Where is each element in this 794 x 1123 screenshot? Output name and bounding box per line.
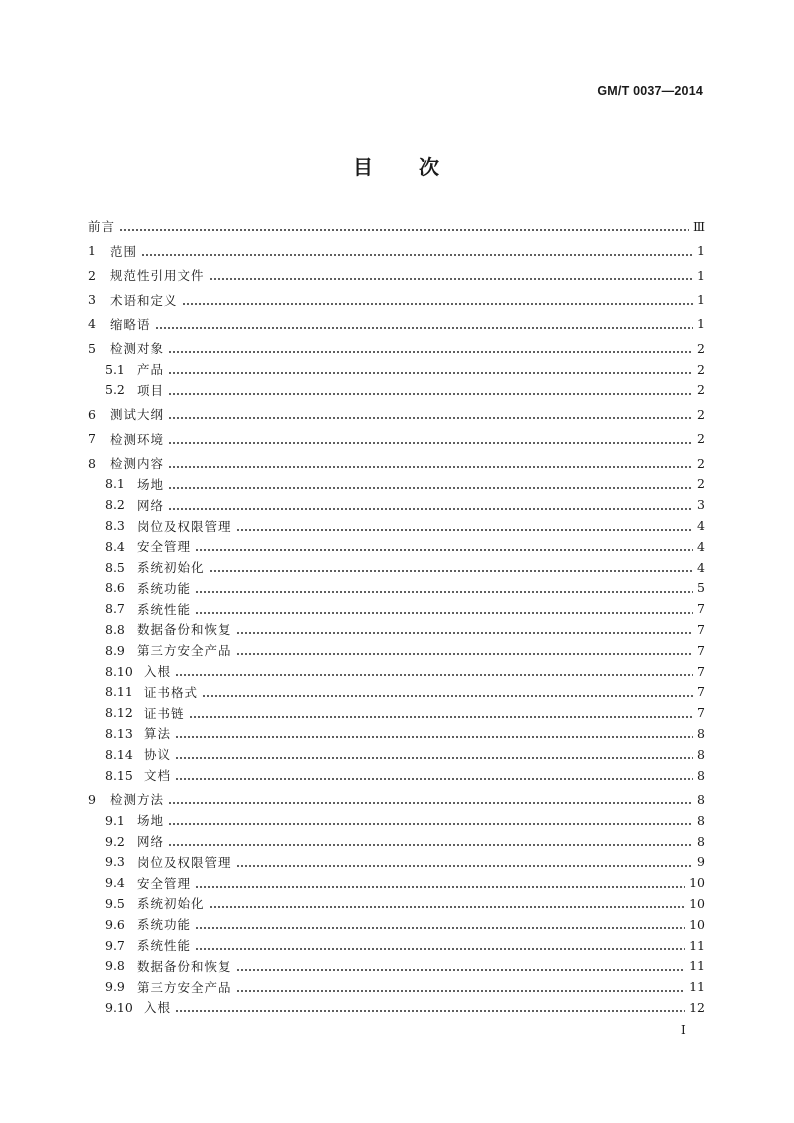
toc-entry-number: 9.2 (105, 833, 125, 849)
toc-entry-title: 检测方法 (110, 792, 165, 808)
dot-leader (168, 813, 693, 827)
dot-leader (168, 432, 693, 446)
toc-entry-title: 测试大纲 (110, 407, 165, 423)
toc-entry-page: 3 (697, 497, 705, 513)
toc-entry-title: 第三方安全产品 (137, 979, 232, 995)
toc-entry-number: 5.2 (105, 382, 125, 398)
toc-entry-page: 2 (697, 361, 705, 377)
title-char-1: 目 (353, 155, 375, 179)
toc-entry-page: 8 (697, 746, 705, 762)
dot-leader (168, 477, 693, 491)
dot-leader (141, 244, 693, 258)
toc-entry-number: 9.8 (105, 958, 125, 974)
toc-entry[interactable] (88, 619, 705, 640)
dot-leader (195, 539, 693, 553)
toc-entry-page: 7 (697, 642, 705, 658)
toc-entry-number: 9.3 (105, 854, 125, 870)
toc-entry-page: 1 (697, 316, 705, 332)
toc-entry[interactable] (88, 578, 705, 599)
toc-entry-number: 8.14 (105, 746, 133, 762)
dot-leader (168, 498, 693, 512)
dot-leader (195, 602, 693, 616)
dot-leader (175, 747, 693, 761)
toc-entry[interactable] (88, 976, 705, 997)
toc-entry-title: 协议 (144, 747, 172, 763)
toc-entry-page: 2 (697, 455, 705, 471)
dot-leader (182, 293, 693, 307)
toc-entry[interactable] (88, 640, 705, 661)
toc-entry[interactable] (88, 404, 705, 425)
toc-entry[interactable] (88, 851, 705, 872)
toc-entry[interactable] (88, 474, 705, 495)
toc-entry-number: 8.8 (105, 621, 125, 637)
toc-entry[interactable] (88, 955, 705, 976)
toc-entry-number: 8.13 (105, 725, 133, 741)
toc-entry-title: 入根 (144, 664, 172, 680)
toc-entry[interactable] (88, 428, 705, 449)
toc-entry-page: 2 (697, 340, 705, 356)
toc-entry-number: 8.4 (105, 538, 125, 554)
toc-entry[interactable] (88, 765, 705, 786)
toc-entry[interactable] (88, 314, 705, 335)
toc-entry-title: 规范性引用文件 (110, 268, 205, 284)
toc-entry[interactable] (88, 598, 705, 619)
toc-entry-page: 7 (697, 663, 705, 679)
toc-entry-number: 9.9 (105, 979, 125, 995)
toc-entry-number: 5 (88, 340, 96, 356)
toc-entry[interactable] (88, 893, 705, 914)
dot-leader (236, 622, 693, 636)
dot-leader (236, 643, 693, 657)
toc-entry-page: 11 (689, 979, 705, 995)
toc-entry-title: 检测内容 (110, 456, 165, 472)
toc-entry-title: 文档 (144, 768, 172, 784)
toc-entry[interactable] (88, 240, 705, 261)
dot-leader (236, 519, 693, 533)
toc-entry-number: 6 (88, 406, 96, 422)
toc-entry[interactable] (88, 536, 705, 557)
toc-entry[interactable] (88, 216, 705, 237)
toc-entry[interactable] (88, 723, 705, 744)
dot-leader (175, 664, 693, 678)
toc-entry-page: 7 (697, 601, 705, 617)
toc-entry-page: 9 (697, 854, 705, 870)
toc-entry-page: 8 (697, 791, 705, 807)
toc-entry-title: 范围 (110, 243, 138, 259)
document-code: GM/T 0037—2014 (597, 84, 703, 98)
toc-entry[interactable] (88, 810, 705, 831)
dot-leader (168, 362, 693, 376)
toc-entry[interactable] (88, 935, 705, 956)
toc-entry-page: 4 (697, 559, 705, 575)
dot-leader (236, 980, 686, 994)
toc-entry-title: 系统功能 (137, 917, 192, 933)
toc-entry-page: 8 (697, 725, 705, 741)
dot-leader (168, 341, 693, 355)
toc-entry-title: 缩略语 (110, 316, 151, 332)
dot-leader (168, 792, 693, 806)
dot-leader (195, 876, 685, 890)
dot-leader (209, 560, 693, 574)
title-char-2: 次 (419, 155, 441, 179)
toc-entry-number: 9.5 (105, 895, 125, 911)
toc-entry[interactable] (88, 265, 705, 286)
toc-entry-title: 算法 (144, 726, 172, 742)
toc-entry-number: 8 (88, 455, 96, 471)
toc-entry-title: 网络 (137, 497, 165, 513)
toc-entry-page: 12 (689, 999, 705, 1015)
toc-entry-number: 8.10 (105, 663, 133, 679)
toc-entry-title: 数据备份和恢复 (137, 958, 232, 974)
dot-leader (155, 317, 693, 331)
toc-entry-number: 8.9 (105, 642, 125, 658)
toc-entry-page: 7 (697, 621, 705, 637)
toc-entry-page: 1 (697, 243, 705, 259)
toc-entry[interactable] (88, 453, 705, 474)
dot-leader (209, 268, 693, 282)
dot-leader (189, 706, 693, 720)
toc-entry-number: 8.11 (105, 684, 133, 700)
toc-entry-number: 8.7 (105, 601, 125, 617)
toc-entry-number: 9.7 (105, 937, 125, 953)
dot-leader (175, 1000, 685, 1014)
toc-entry-title: 岗位及权限管理 (137, 854, 232, 870)
dot-leader (236, 959, 686, 973)
toc-entry-page: 8 (697, 833, 705, 849)
toc-entry-page: 8 (697, 767, 705, 783)
toc-entry-title: 检测对象 (110, 341, 165, 357)
toc-entry-title: 系统性能 (137, 601, 192, 617)
toc-entry[interactable] (88, 359, 705, 380)
toc-entry-page: 10 (689, 895, 705, 911)
toc-entry-page: 8 (697, 812, 705, 828)
dot-leader (195, 917, 685, 931)
toc-entry[interactable] (88, 557, 705, 578)
toc-entry[interactable] (88, 494, 705, 515)
toc-entry-title: 证书格式 (144, 684, 199, 700)
toc-entry-title: 安全管理 (137, 539, 192, 555)
toc-entry[interactable] (88, 338, 705, 359)
toc-entry-title: 第三方安全产品 (137, 643, 232, 659)
toc-entry-title: 系统性能 (137, 938, 192, 954)
dot-leader (195, 938, 685, 952)
toc-entry-page: 10 (689, 875, 705, 891)
toc-entry-title: 证书链 (144, 705, 185, 721)
dot-leader (195, 581, 693, 595)
toc-entry-page: 2 (697, 431, 705, 447)
toc-entry-page: 7 (697, 705, 705, 721)
toc-entry-number: 8.1 (105, 476, 125, 492)
table-of-contents (88, 216, 705, 1018)
toc-entry-page: 10 (689, 916, 705, 932)
toc-entry-title: 产品 (137, 362, 165, 378)
toc-entry-page: 4 (697, 518, 705, 533)
toc-entry-title: 系统初始化 (137, 896, 205, 912)
toc-entry-title: 项目 (137, 382, 165, 398)
toc-entry-number: 4 (88, 316, 96, 332)
toc-entry-number: 1 (88, 243, 96, 259)
toc-entry-number: 9 (88, 791, 96, 807)
toc-entry-page: 11 (689, 937, 705, 953)
toc-entry-number: 8.2 (105, 497, 125, 513)
toc-entry[interactable] (88, 744, 705, 765)
toc-entry-page: 2 (697, 382, 705, 398)
toc-entry-number: 9.1 (105, 812, 125, 828)
dot-leader (168, 407, 693, 421)
dot-leader (168, 383, 693, 397)
toc-entry-title: 术语和定义 (110, 292, 178, 308)
toc-entry-number: 8.12 (105, 705, 133, 721)
dot-leader (168, 834, 693, 848)
toc-entry-title: 数据备份和恢复 (137, 622, 232, 638)
page-title (0, 151, 794, 180)
toc-entry[interactable] (88, 914, 705, 935)
dot-leader (168, 456, 693, 470)
toc-entry-title: 系统初始化 (137, 560, 205, 576)
dot-leader (175, 726, 693, 740)
toc-entry-number: 8.3 (105, 518, 125, 533)
dot-leader (236, 855, 693, 869)
toc-entry-number: 7 (88, 431, 96, 447)
toc-entry-title: 系统功能 (137, 580, 192, 596)
toc-entry-page: 2 (697, 476, 705, 492)
toc-entry-number: 8.5 (105, 559, 125, 575)
toc-entry-number: 8.6 (105, 580, 125, 596)
toc-entry-page: 5 (697, 580, 705, 596)
toc-entry-number: 9.10 (105, 999, 133, 1015)
toc-entry-number: 8.15 (105, 767, 133, 783)
toc-entry-title: 场地 (137, 813, 165, 829)
page-number: I (681, 1023, 686, 1037)
toc-entry-page: 1 (697, 292, 705, 308)
toc-entry[interactable] (88, 872, 705, 893)
toc-entry-number: 9.4 (105, 875, 125, 891)
toc-entry[interactable] (88, 831, 705, 852)
toc-entry-number: 2 (88, 267, 96, 283)
toc-entry[interactable] (88, 515, 705, 536)
toc-entry-title: 入根 (144, 1000, 172, 1016)
toc-entry[interactable] (88, 702, 705, 723)
toc-entry-title: 网络 (137, 834, 165, 850)
toc-entry[interactable] (88, 380, 705, 401)
toc-entry-page: 4 (697, 538, 705, 554)
toc-entry-title: 安全管理 (137, 875, 192, 891)
toc-entry-title: 检测环境 (110, 431, 165, 447)
toc-entry-number: 3 (88, 292, 96, 308)
dot-leader (209, 896, 686, 910)
toc-entry[interactable] (88, 997, 705, 1018)
toc-entry-page: 7 (697, 684, 705, 700)
toc-entry-page: 2 (697, 406, 705, 422)
toc-entry-number: 5.1 (105, 361, 125, 377)
toc-entry-page: Ⅲ (692, 218, 705, 234)
toc-entry[interactable] (88, 661, 705, 682)
toc-entry-page: 11 (689, 958, 705, 974)
toc-entry-page: 1 (697, 267, 705, 283)
toc-entry[interactable] (88, 681, 705, 702)
toc-entry-title: 前言 (88, 219, 116, 235)
dot-leader (202, 685, 693, 699)
toc-entry-title: 岗位及权限管理 (137, 518, 232, 534)
toc-entry-number: 9.6 (105, 916, 125, 932)
toc-entry[interactable] (88, 789, 705, 810)
toc-entry-title: 场地 (137, 476, 165, 492)
dot-leader (175, 768, 693, 782)
dot-leader (119, 219, 689, 233)
toc-entry[interactable] (88, 289, 705, 310)
